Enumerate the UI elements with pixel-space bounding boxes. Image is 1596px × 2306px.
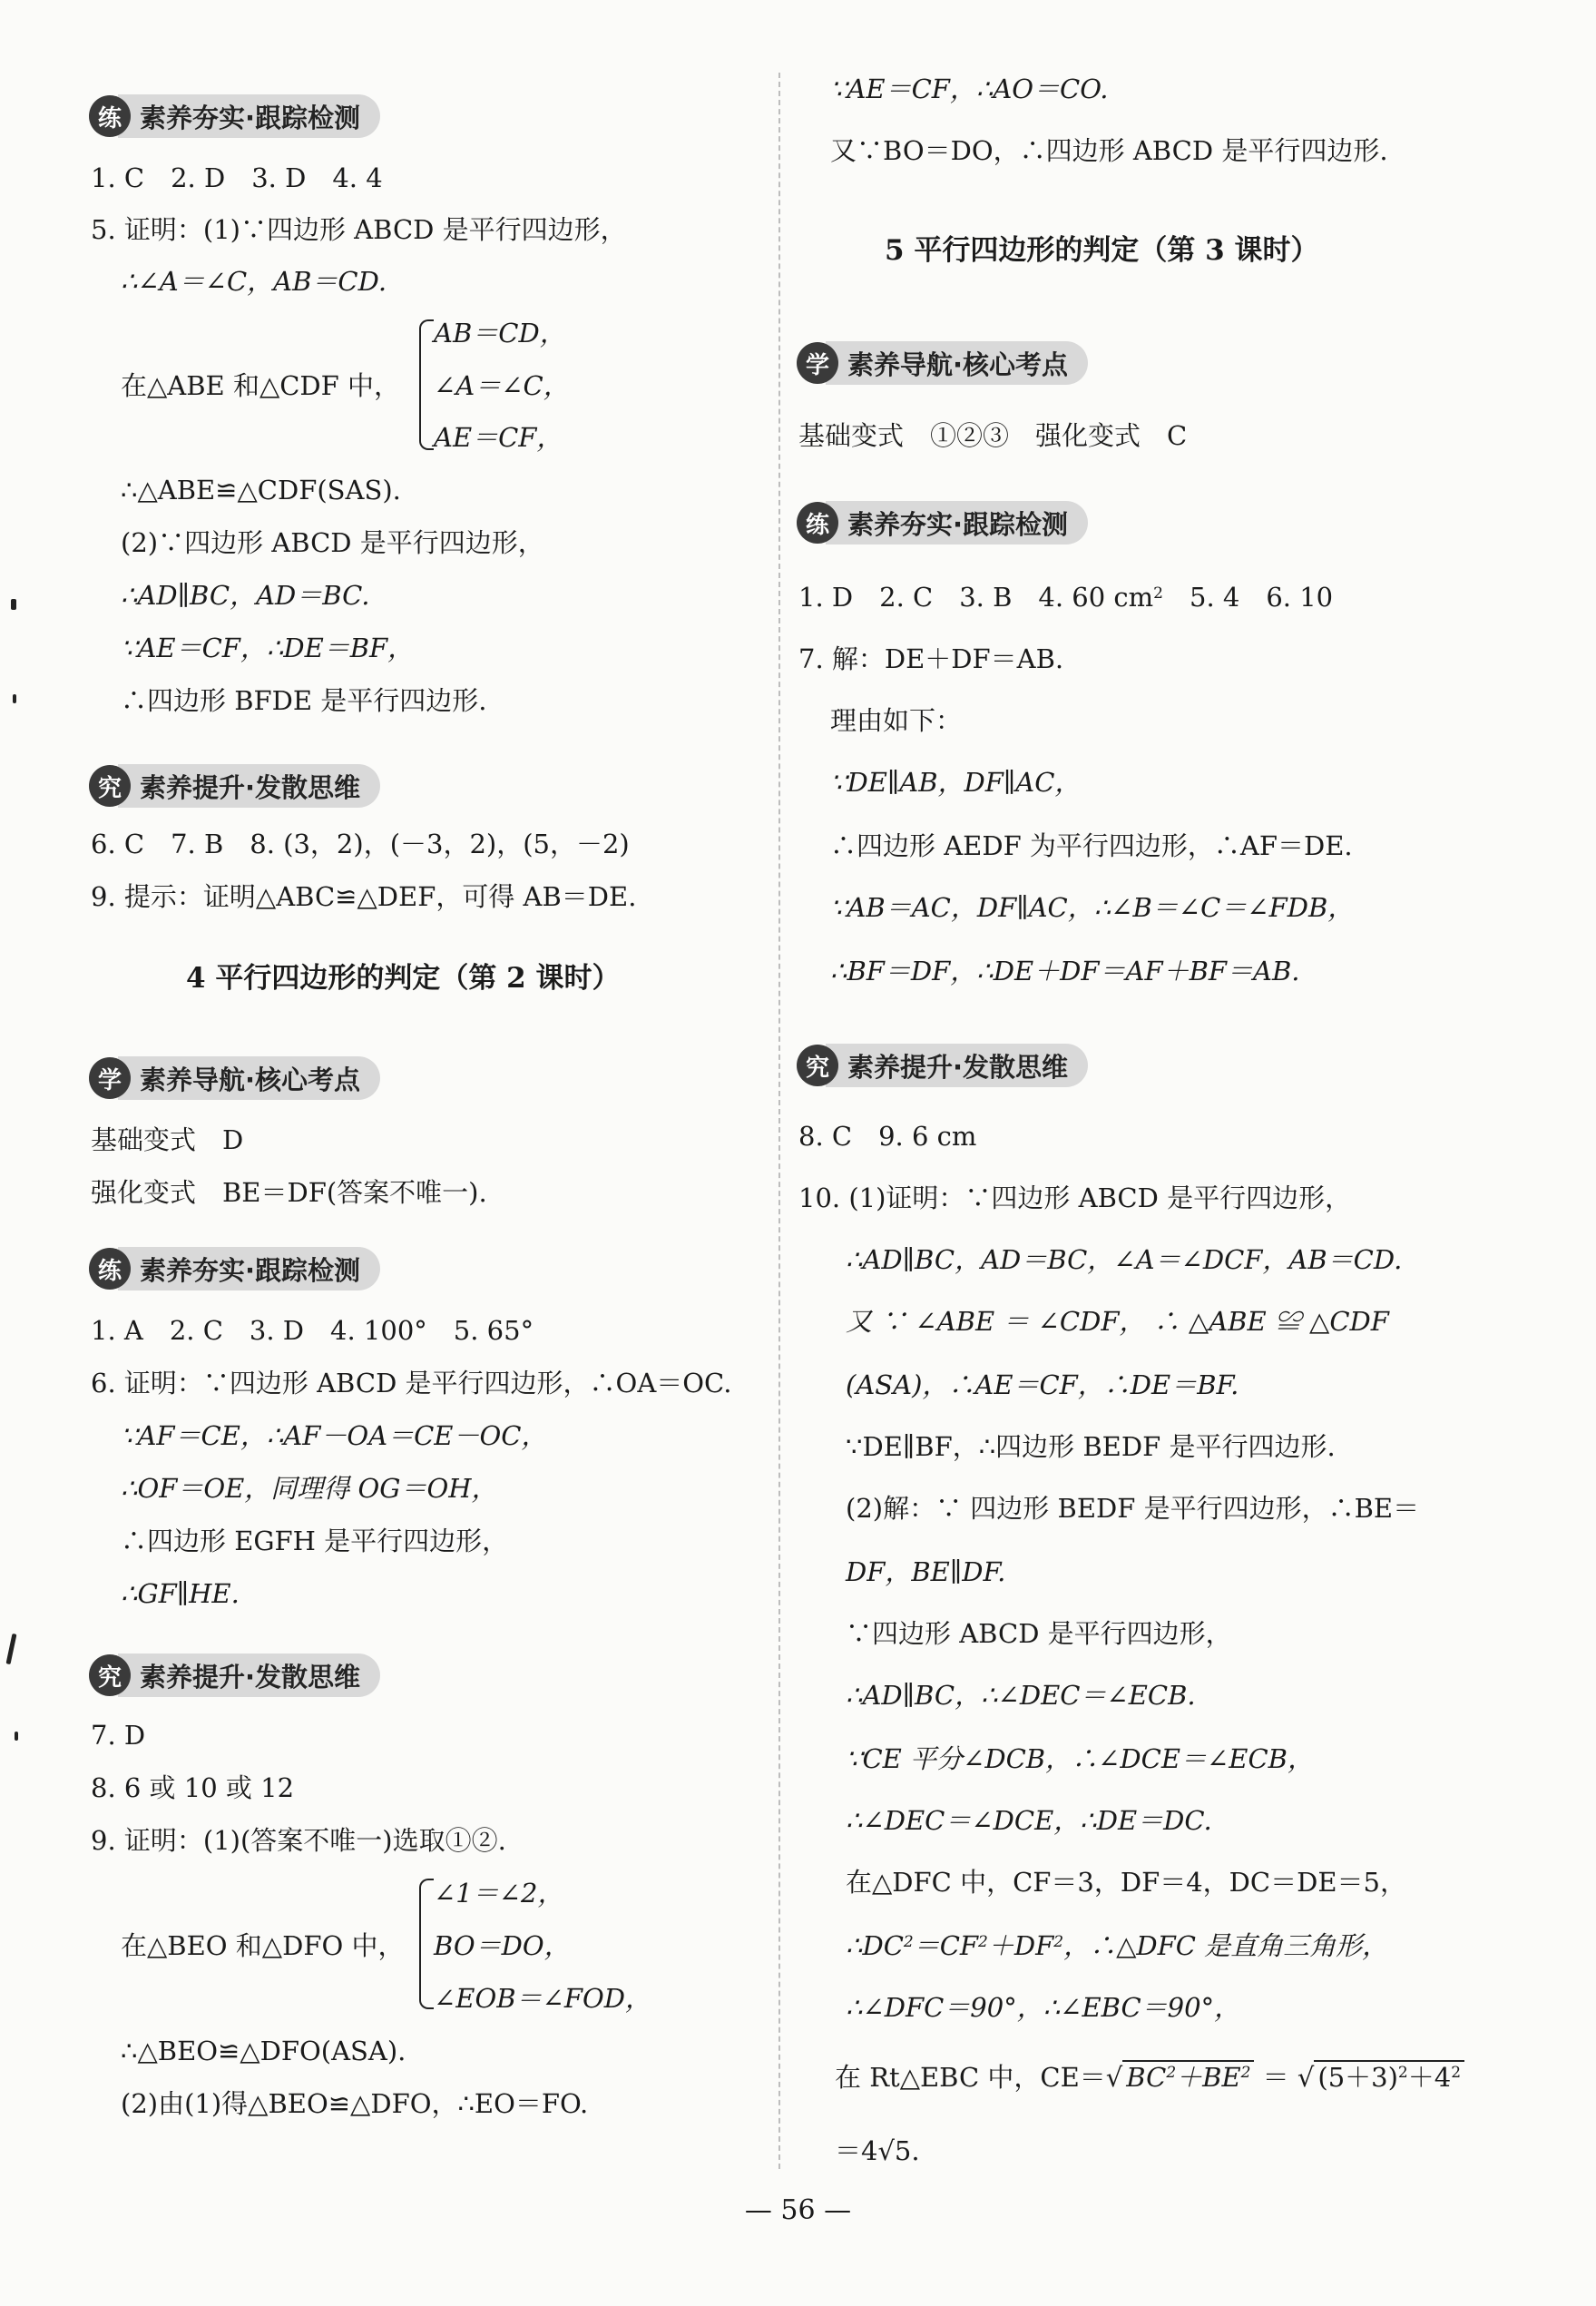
answer-line: ∴四边形 EGFH 是平行四边形， bbox=[121, 1526, 509, 1556]
section-badge: 究 bbox=[797, 1045, 838, 1086]
section-title: 素养提升·发散思维 bbox=[118, 764, 380, 808]
answer-line: 9. 提示：证明△ABC≌△DEF，可得 AB＝DE. bbox=[91, 881, 637, 912]
margin-mark bbox=[6, 1634, 17, 1664]
margin-mark bbox=[13, 694, 16, 703]
answer-line: 7. 解：DE＋DF＝AB. bbox=[798, 643, 1064, 674]
answer-line: 10. (1)证明：∵四边形 ABCD 是平行四边形， bbox=[798, 1182, 1352, 1213]
answer-line: 6. 证明：∵四边形 ABCD 是平行四边形，∴OA＝OC. bbox=[91, 1368, 732, 1398]
section-badge: 究 bbox=[89, 765, 131, 807]
answer-line: ∵AF＝CE，∴AF－OA＝CE－OC， bbox=[121, 1420, 548, 1451]
section-title: 素养导航·核心考点 bbox=[118, 1056, 380, 1100]
answer-line: $\therefore DC^2=CF^2+DF^2$，∴△DFC 是直角三角形， bbox=[846, 1930, 1389, 1961]
margin-mark bbox=[15, 1732, 18, 1741]
answer-line: ∴BF＝DF，∴DE＋DF＝AF＋BF＝AB. bbox=[830, 956, 1300, 986]
section-title: 素养夯实·跟踪检测 bbox=[118, 94, 380, 138]
system-line: AB＝CD， bbox=[434, 318, 566, 348]
section-title: 素养提升·发散思维 bbox=[118, 1653, 380, 1697]
answer-line: ∵DE∥BF，∴四边形 BEDF 是平行四边形. bbox=[846, 1431, 1336, 1462]
answer-line: ∴△BEO≌△DFO(ASA). bbox=[121, 2036, 406, 2066]
answer-line: 在△DFC 中，CF＝3，DF＝4，DC＝DE＝5， bbox=[846, 1867, 1406, 1898]
section-badge: 练 bbox=[89, 95, 131, 137]
section-title: 素养夯实·跟踪检测 bbox=[118, 1247, 380, 1290]
system-line: BO＝DO， bbox=[434, 1930, 571, 1961]
answer-line: 又∵BO＝DO，∴四边形 ABCD 是平行四边形. bbox=[830, 135, 1388, 166]
answer-line: (2)解：∵ 四边形 BEDF 是平行四边形，∴BE＝ bbox=[846, 1493, 1420, 1524]
answer-line: ∴AD∥BC，AD＝BC，∠A＝∠DCF，AB＝CD. bbox=[846, 1244, 1403, 1275]
lesson-heading: 4 平行四边形的判定（第 2 课时） bbox=[186, 962, 621, 995]
answer-line: 8. 6 或 10 或 12 bbox=[91, 1772, 295, 1803]
answer-line: 7. D bbox=[91, 1720, 146, 1751]
margin-mark bbox=[11, 599, 16, 610]
answer-line: 5. 证明：(1)∵四边形 ABCD 是平行四边形， bbox=[91, 214, 627, 245]
section-header-guide bbox=[89, 1053, 380, 1104]
answer-line: DF，BE∥DF. bbox=[846, 1556, 1006, 1587]
answer-line: ∴四边形 AEDF 为平行四边形，∴AF＝DE. bbox=[830, 830, 1353, 861]
section-title: 素养导航·核心考点 bbox=[826, 341, 1088, 385]
brace bbox=[419, 1879, 434, 2009]
section-header-extend bbox=[797, 1040, 1088, 1091]
section-header-extend bbox=[89, 760, 380, 811]
answer-line: 基础变式 D bbox=[91, 1124, 244, 1155]
column-divider bbox=[778, 73, 780, 2169]
section-header-practice bbox=[89, 91, 380, 142]
system-prefix: 在△BEO 和△DFO 中， bbox=[121, 1930, 405, 1961]
system-line: ∠A＝∠C， bbox=[434, 370, 570, 401]
section-badge: 学 bbox=[797, 342, 838, 384]
section-badge: 究 bbox=[89, 1654, 131, 1696]
answer-line: 1. A 2. C 3. D 4. 100° 5. 65° bbox=[91, 1315, 534, 1346]
answer-line: ∵四边形 ABCD 是平行四边形， bbox=[846, 1618, 1232, 1649]
answer-line: ∵AE＝CF，∴DE＝BF， bbox=[121, 633, 415, 663]
answer-line: 基础变式 ①②③ 强化变式 C bbox=[798, 420, 1188, 451]
section-badge: 练 bbox=[89, 1248, 131, 1290]
system-line: AE＝CF， bbox=[434, 422, 563, 453]
answer-line: 6. C 7. B 8. (3，2)，(－3，2)，(5，－2) bbox=[91, 829, 630, 859]
answer-line: 强化变式 BE＝DF(答案不唯一). bbox=[91, 1177, 487, 1208]
lesson-heading: 5 平行四边形的判定（第 3 课时） bbox=[885, 234, 1319, 267]
answer-line: ∵DE∥AB，DF∥AC， bbox=[830, 767, 1082, 798]
answer-line: 理由如下： bbox=[830, 705, 963, 736]
section-header-practice bbox=[797, 497, 1088, 548]
answer-line: (2)∵四边形 ABCD 是平行四边形， bbox=[121, 527, 544, 558]
answer-line: ∴四边形 BFDE 是平行四边形. bbox=[121, 685, 487, 716]
answer-line: ∴∠DEC＝∠DCE，∴DE＝DC. bbox=[846, 1805, 1212, 1836]
section-title: 素养夯实·跟踪检测 bbox=[826, 501, 1088, 545]
answer-line: ∴∠DFC＝90°，∴∠EBC＝90°， bbox=[846, 1992, 1241, 2023]
answer-line: ∴AD∥BC，AD＝BC. bbox=[121, 580, 370, 611]
section-title: 素养提升·发散思维 bbox=[826, 1044, 1088, 1087]
answer-line: ∵CE 平分∠DCB，∴∠DCE＝∠ECB， bbox=[846, 1743, 1314, 1774]
answer-line: ∴AD∥BC，∴∠DEC＝∠ECB. bbox=[846, 1680, 1196, 1711]
answer-line: ∴△ABE≌△CDF(SAS). bbox=[121, 475, 401, 505]
answer-line: ∴OF＝OE，同理得 OG＝OH， bbox=[121, 1473, 498, 1504]
answer-line: ∵AE＝CF，∴AO＝CO. bbox=[830, 74, 1109, 104]
section-header-guide bbox=[797, 338, 1088, 388]
system-line: ∠EOB＝∠FOD， bbox=[434, 1983, 652, 2014]
answer-line: ∴∠A＝∠C，AB＝CD. bbox=[121, 266, 387, 297]
answer-line: 8. C 9. 6 cm bbox=[798, 1121, 977, 1152]
section-badge: 学 bbox=[89, 1057, 131, 1099]
answer-line: ∴GF∥HE. bbox=[121, 1578, 240, 1609]
section-header-extend bbox=[89, 1650, 380, 1701]
answer-line: (ASA)，∴AE＝CF，∴DE＝BF. bbox=[846, 1369, 1239, 1400]
section-badge: 练 bbox=[797, 502, 838, 544]
answer-line: 1. C 2. D 3. D 4. 4 bbox=[91, 162, 383, 193]
brace bbox=[419, 319, 434, 450]
section-header-practice bbox=[89, 1243, 380, 1294]
answer-line: 又 ∵ ∠ABE ＝ ∠CDF， ∴ △ABE ≌ △CDF bbox=[846, 1306, 1389, 1337]
answer-line: 9. 证明：(1)(答案不唯一)选取①②. bbox=[91, 1825, 506, 1856]
answer-line: ∵AB＝AC，DF∥AC，∴∠B＝∠C＝∠FDB， bbox=[830, 892, 1355, 923]
answer-line: 1. D 2. C 3. B 4. 60 $cm^2$ 5. 4 6. 10 bbox=[798, 582, 1334, 613]
page-number: — 56 — bbox=[744, 2194, 852, 2226]
system-line: ∠1＝∠2， bbox=[434, 1878, 564, 1909]
answer-line: ＝4√5. bbox=[835, 2135, 920, 2166]
answer-line: (2)由(1)得△BEO≌△DFO，∴EO＝FO. bbox=[121, 2088, 589, 2119]
answer-line: 在 Rt△EBC 中，CE＝√ $BC^2+BE^2$ ＝ √ $(5+3)^2+4^2$ bbox=[835, 2058, 1464, 2095]
system-prefix: 在△ABE 和△CDF 中， bbox=[121, 370, 401, 401]
